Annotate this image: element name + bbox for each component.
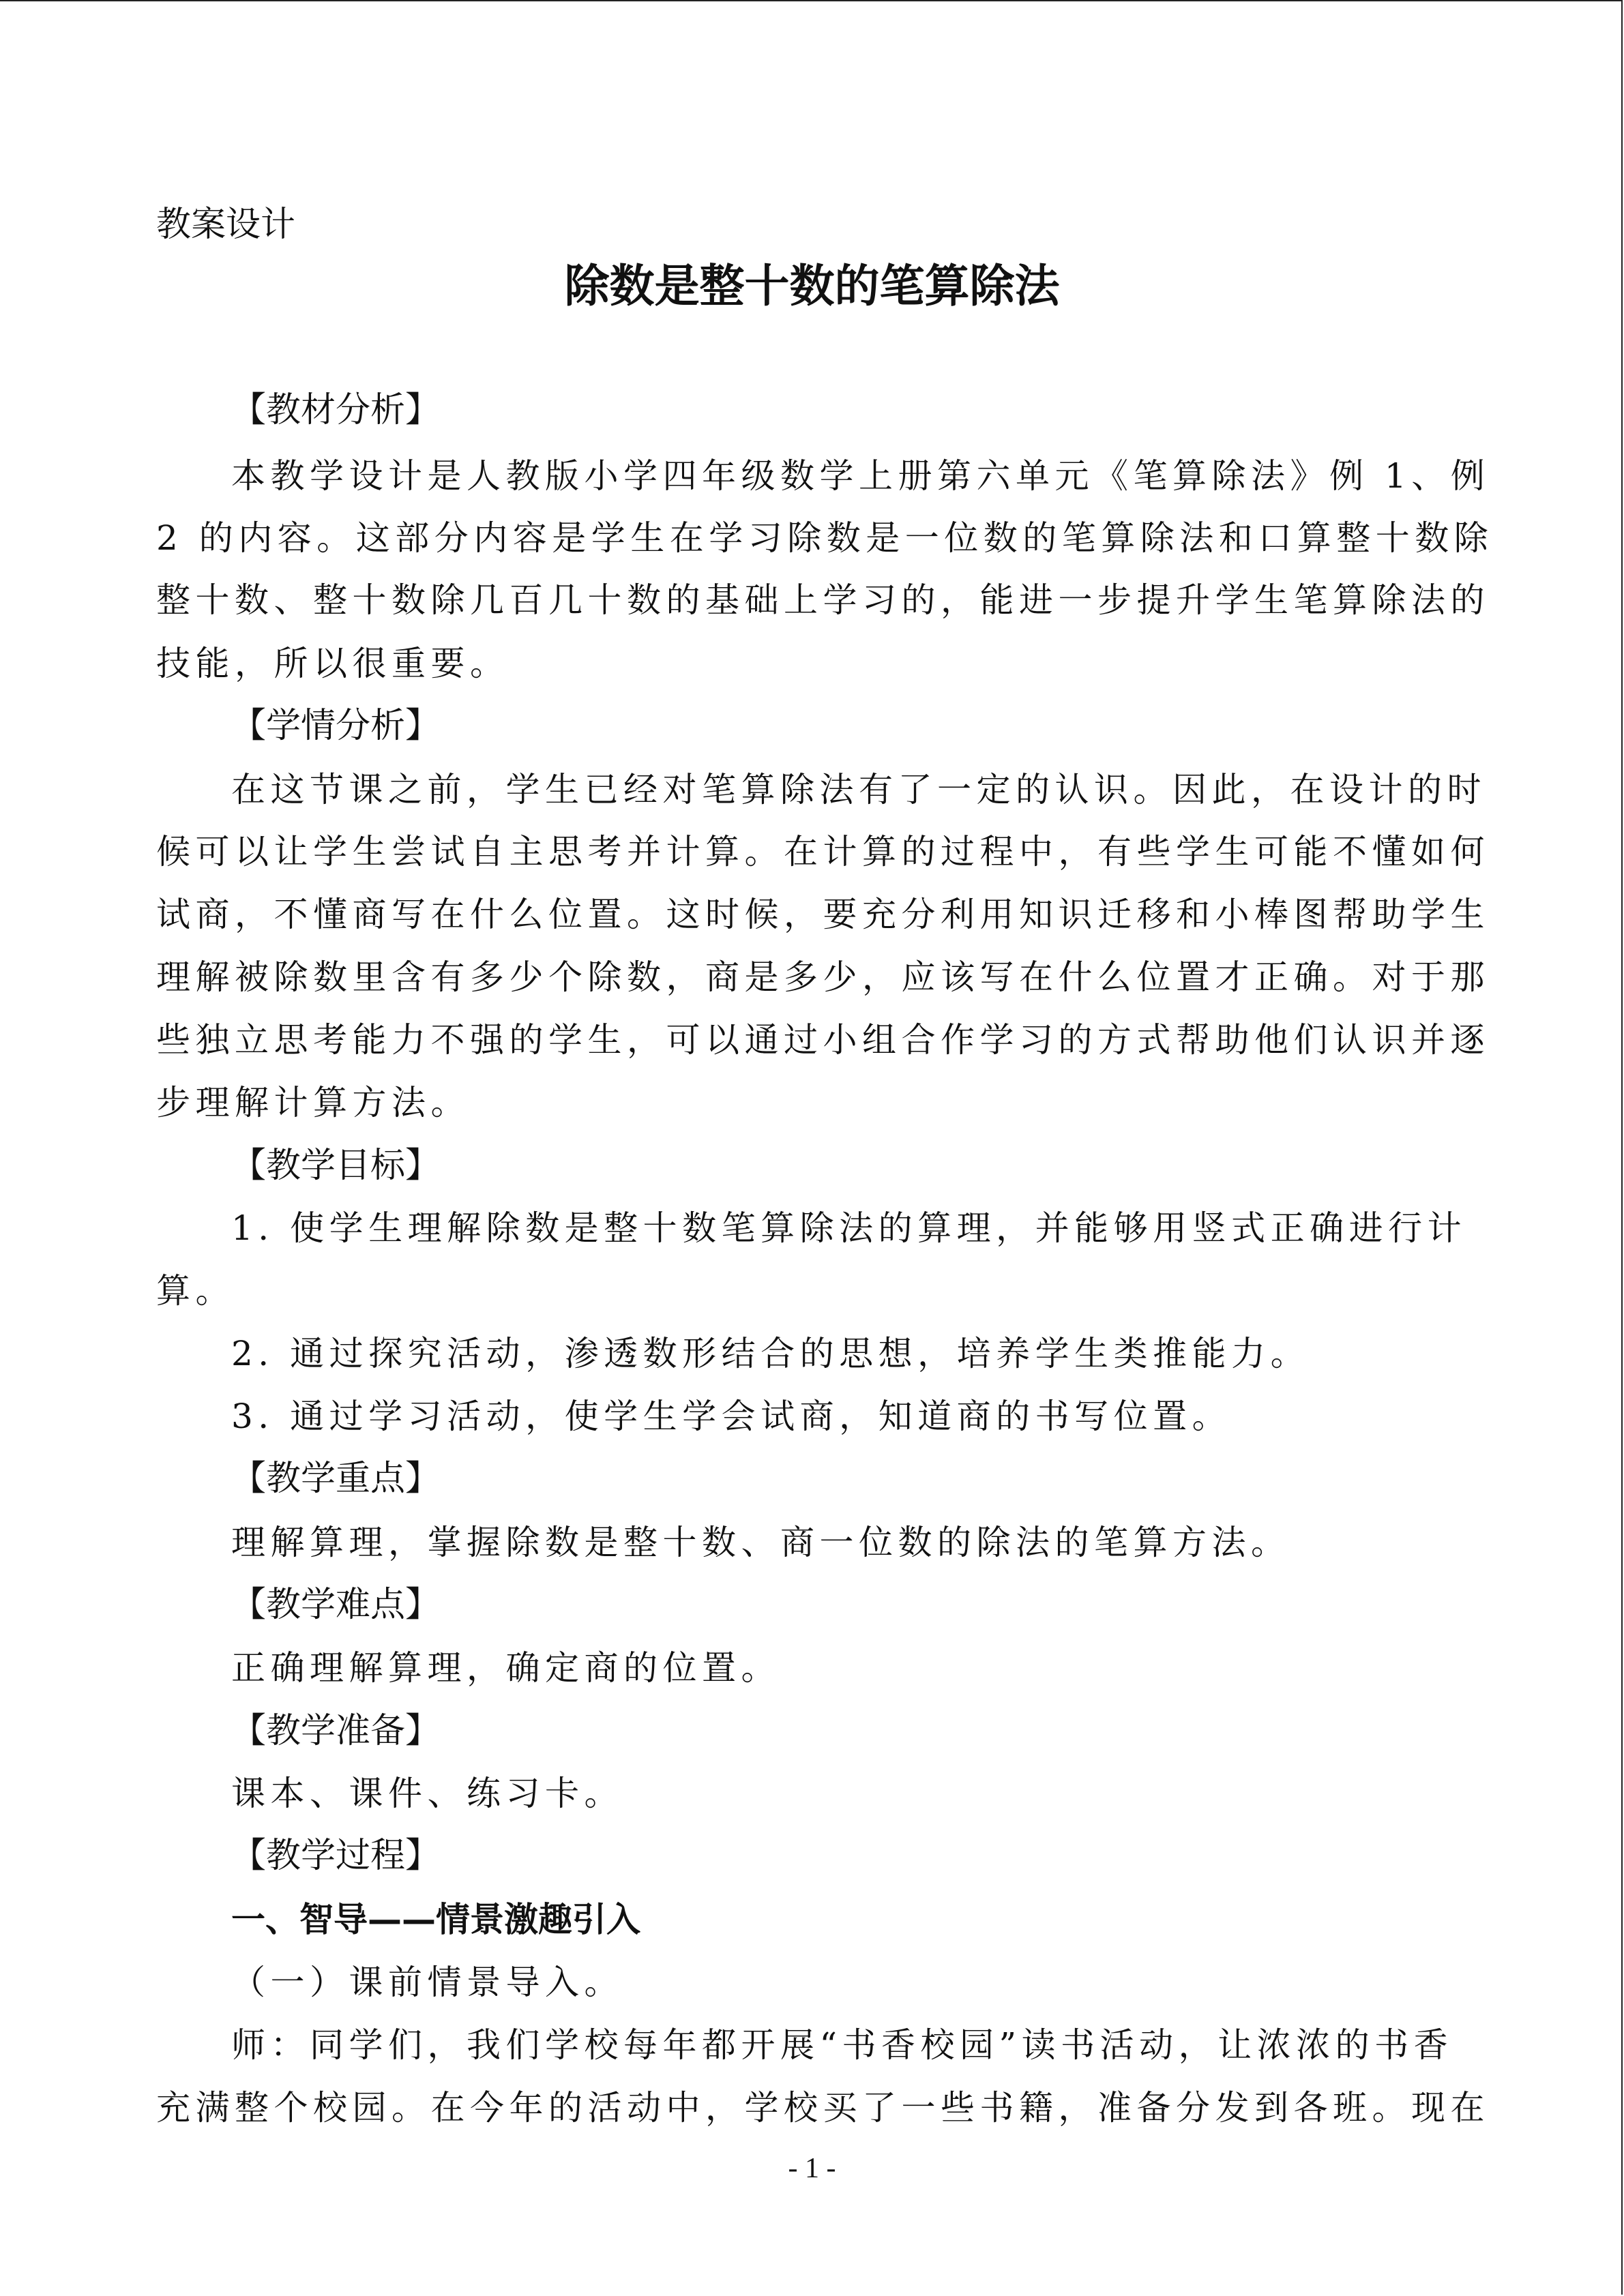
- student-analysis-heading: 【学情分析】: [231, 706, 441, 746]
- difficulties-text: 正确理解算理，确定商的位置。: [231, 1648, 780, 1688]
- paragraph-line: 在这节课之前，学生已经对笔算除法有了一定的认识。因此，在设计的时: [231, 770, 1486, 809]
- key-points-text: 理解算理，掌握除数是整十数、商一位数的除法的笔算方法。: [231, 1523, 1290, 1562]
- paragraph-line: 试商，不懂商写在什么位置。这时候，要充分利用知识迁移和小棒图帮助学生: [156, 895, 1490, 934]
- process-step-1-heading: 一、智导——情景激趣引入: [231, 1900, 640, 1939]
- difficulties-heading: 【教学难点】: [231, 1585, 441, 1625]
- preparation-heading: 【教学准备】: [231, 1711, 441, 1751]
- paragraph-line: 2 的内容。这部分内容是学生在学习除数是一位数的笔算除法和口算整十数除: [156, 518, 1494, 558]
- document-title: 除数是整十数的笔算除法: [564, 260, 1060, 312]
- objective-item-1: 1. 使学生理解除数是整十数笔算除法的算理，并能够用竖式正确进行计: [231, 1208, 1467, 1248]
- paragraph-line: 充满整个校园。在今年的活动中，学校买了一些书籍，准备分发到各班。现在: [156, 2088, 1490, 2128]
- doc-type-label: 教案设计: [156, 205, 296, 245]
- objective-item-3: 3. 通过学习活动，使学生学会试商，知道商的书写位置。: [231, 1397, 1232, 1436]
- paragraph-line: 本教学设计是人教版小学四年级数学上册第六单元《笔算除法》例 1、例: [231, 456, 1490, 496]
- objective-item-2: 2. 通过探究活动，渗透数形结合的思想，培养学生类推能力。: [231, 1334, 1310, 1373]
- process-heading: 【教学过程】: [231, 1836, 441, 1876]
- page-number: - 1 -: [788, 2153, 836, 2184]
- objectives-heading: 【教学目标】: [231, 1146, 441, 1186]
- paragraph-line: 理解被除数里含有多少个除数，商是多少，应该写在什么位置才正确。对于那: [156, 957, 1490, 997]
- textbook-analysis-heading: 【教材分析】: [231, 390, 441, 430]
- paragraph-line: 步理解计算方法。: [156, 1083, 470, 1122]
- paragraph-line: 候可以让学生尝试自主思考并计算。在计算的过程中，有些学生可能不懂如何: [156, 832, 1490, 871]
- objective-item-1-cont: 算。: [156, 1271, 235, 1311]
- paragraph-line: 师：同学们，我们学校每年都开展“书香校园”读书活动，让浓浓的书香: [231, 2025, 1453, 2065]
- paragraph-line: 技能，所以很重要。: [156, 644, 510, 683]
- process-step-1-sub: （一）课前情景导入。: [231, 1963, 623, 2002]
- paragraph-line: 些独立思考能力不强的学生，可以通过小组合作学习的方式帮助他们认识并逐: [156, 1020, 1490, 1060]
- key-points-heading: 【教学重点】: [231, 1459, 441, 1499]
- preparation-text: 课本、课件、练习卡。: [231, 1774, 623, 1813]
- paragraph-line: 整十数、整十数除几百几十数的基础上学习的，能进一步提升学生笔算除法的: [156, 580, 1490, 620]
